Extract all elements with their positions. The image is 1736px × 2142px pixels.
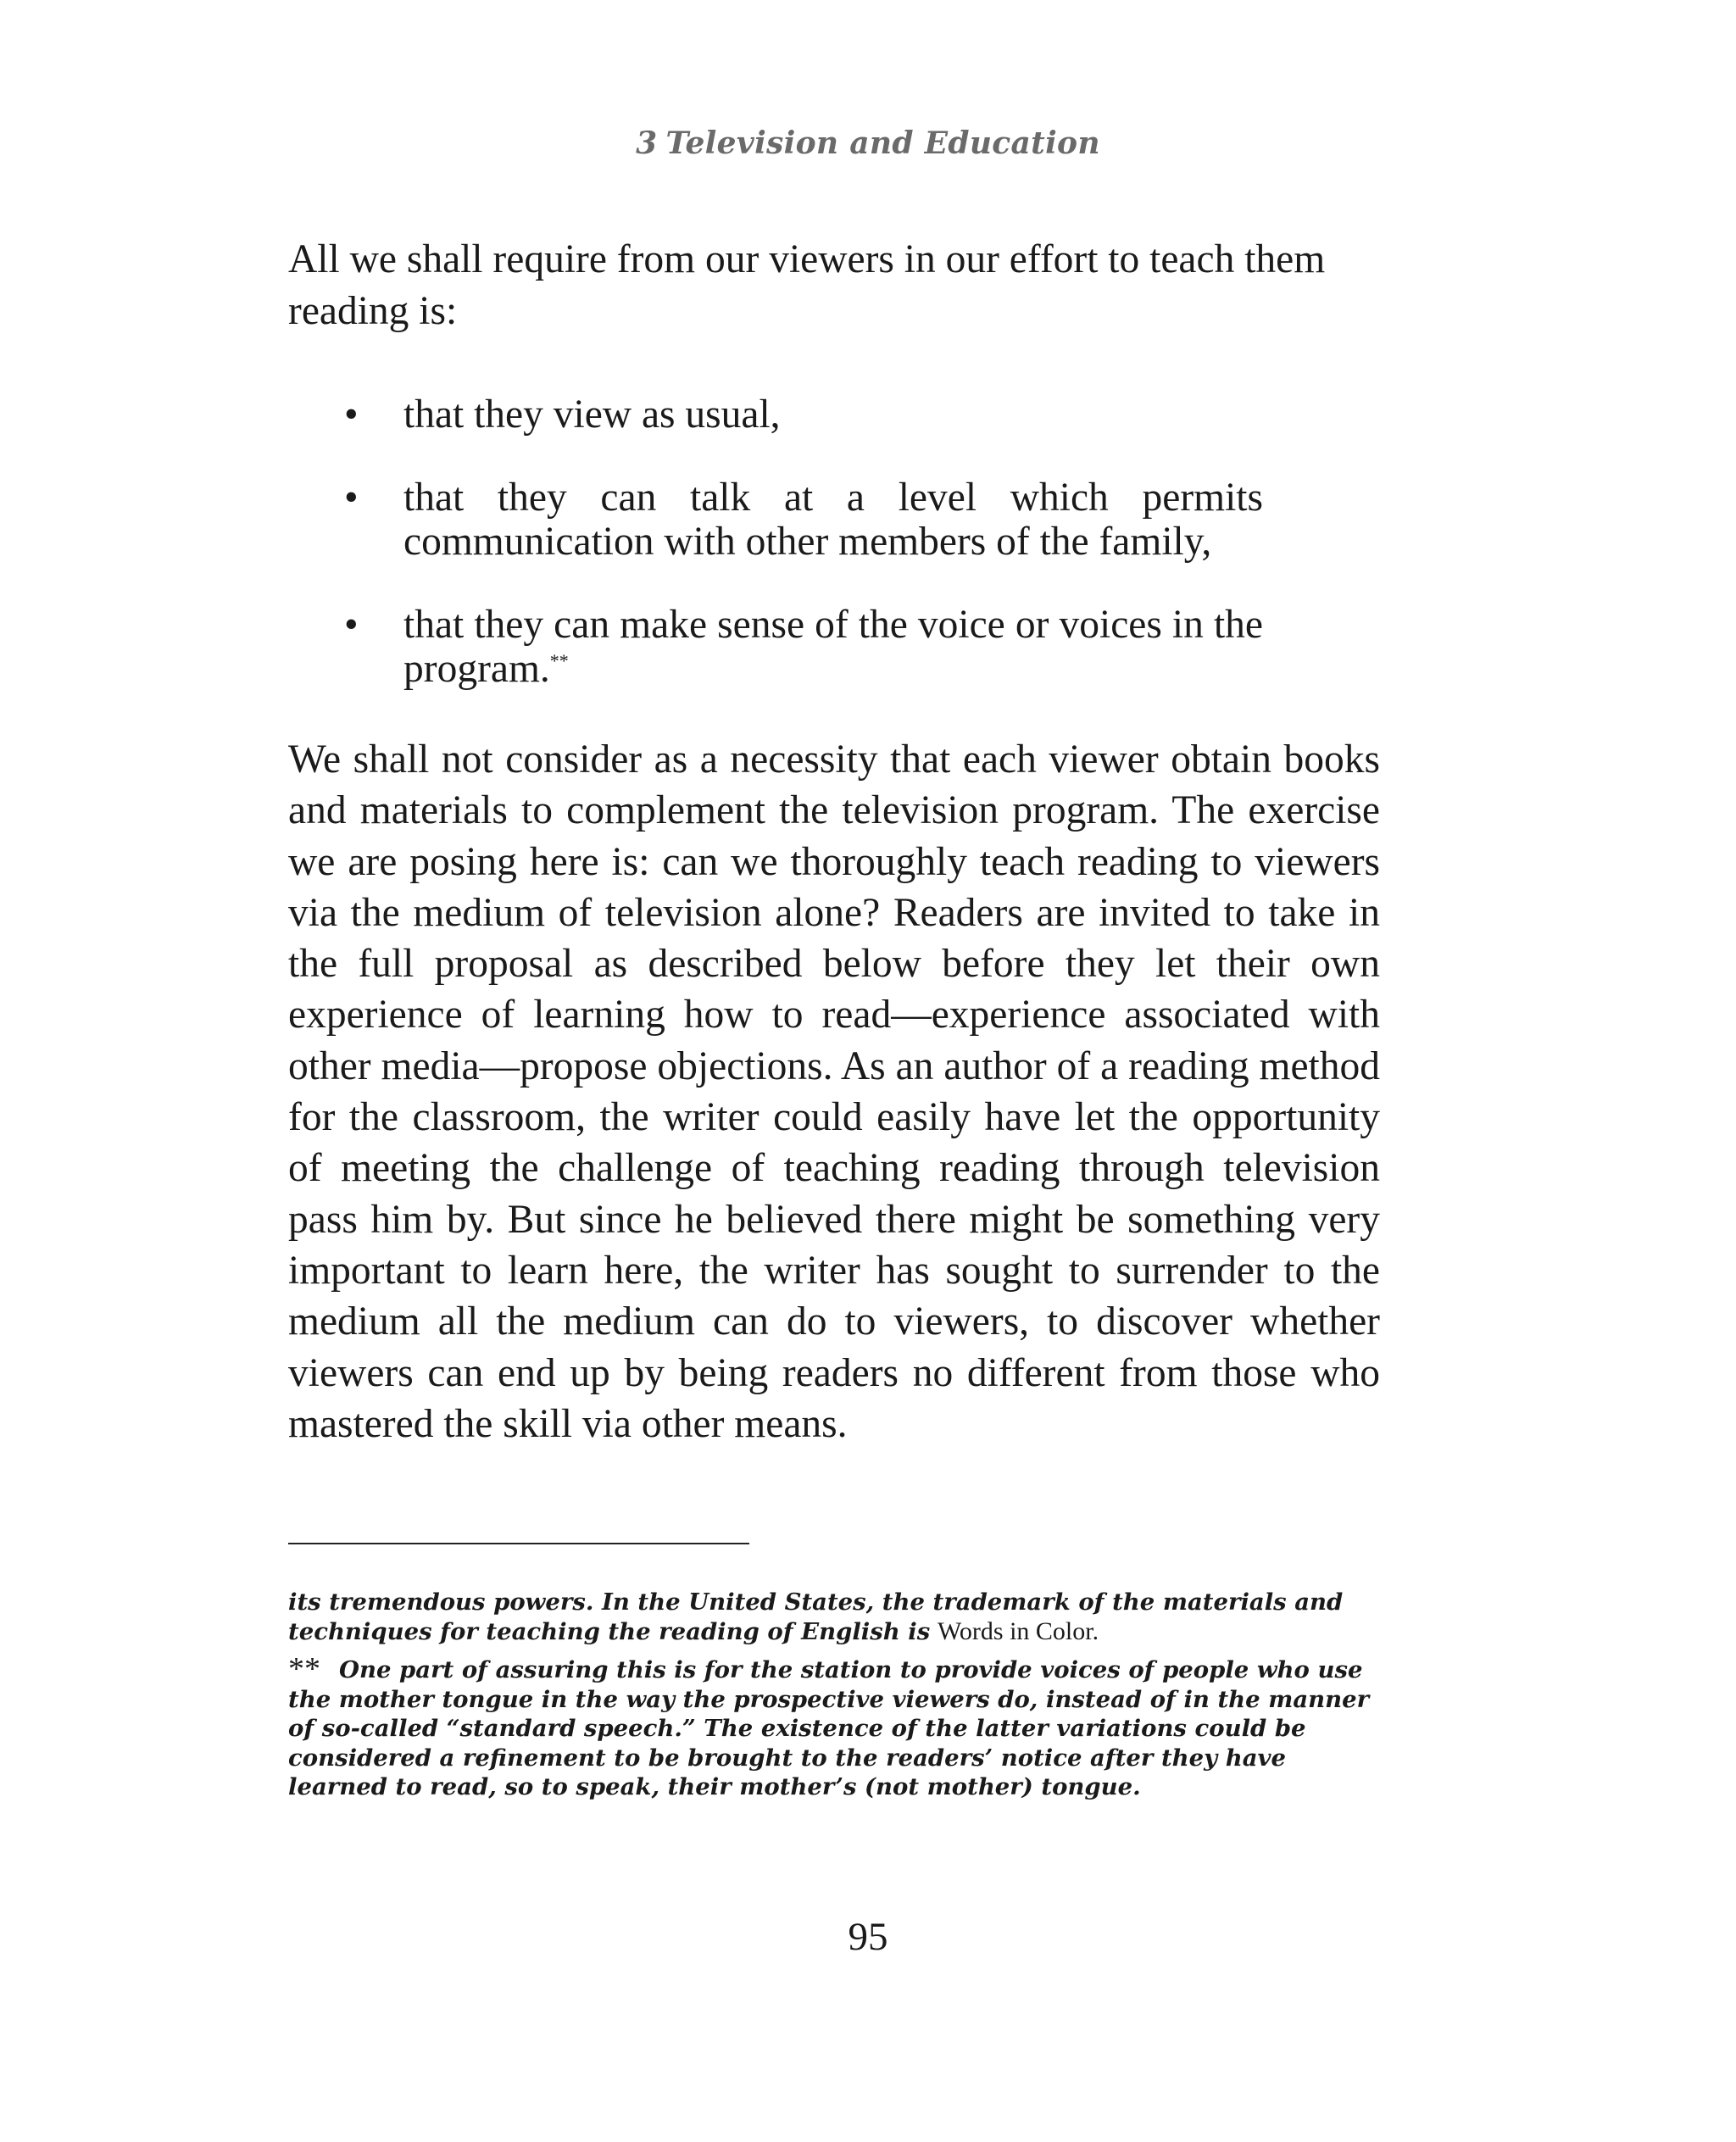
page-number: 95 (848, 1915, 888, 1959)
requirements-list (288, 392, 1263, 730)
footnotes (288, 1588, 1382, 1802)
footnote-continued (288, 1588, 1382, 1646)
list-item (288, 392, 1263, 437)
main-paragraph: We shall not consider as a necessity that each viewer obtain books and materials to complement the television program. The exercise we are posing here is: can we thoroughly teach reading to viewers via the medium of television alone? Readers are invited to take in the full proposal as described below before they let their own experience of learning how to read—experience associated with other media—propose objections. As an author of a reading method for the classroom, the writer could easily have let the opportunity of meeting the challenge of teaching reading through television pass him by. But since he believed there might be something very important to learn here, the writer has sought to surrender to the medium all the medium can do to viewers, to discover whether viewers can end up by being readers no different from those who mastered the skill via other means. (288, 737, 1380, 1446)
footnote-text: One part of assuring this is for the station to provide voices of people who use the mother tongue in the way the prospective viewers do, instead of in the manner of so-called “standard speech.” The existence of the latter variations could be considered a refinement to be brought to the readers’ notice after they have learned to read, so to speak, their mother’s (not mother) tongue. (288, 1656, 1370, 1800)
intro-paragraph: All we shall require from our viewers in our effort to teach them reading is: (288, 237, 1326, 333)
list-item-text: that they can talk at a level which permits communication with other members of the family, (403, 476, 1263, 564)
chapter-number: 3 (636, 125, 658, 161)
footnote-separator (288, 1543, 749, 1544)
footnote-mark: ** (288, 1651, 320, 1687)
list-item (288, 476, 1263, 564)
list-item (288, 603, 1263, 691)
list-item-text: that they can make sense of the voice or voices in the program. (403, 603, 1263, 691)
bullet-icon: • (344, 392, 359, 437)
running-header (0, 125, 1736, 161)
bullet-icon: • (344, 603, 359, 647)
footnote-reference: ** (549, 650, 569, 672)
trademark-name: Words in Color. (937, 1616, 1099, 1645)
chapter-title: Television and Education (665, 125, 1100, 161)
bullet-icon: • (344, 476, 359, 520)
footnote-double-asterisk (288, 1651, 1382, 1802)
list-item-text: that they view as usual, (403, 392, 781, 437)
footnote-continued-text: its tremendous powers. In the United States, the trademark of the materials and techniques for teaching the reading of English is (288, 1588, 1344, 1645)
